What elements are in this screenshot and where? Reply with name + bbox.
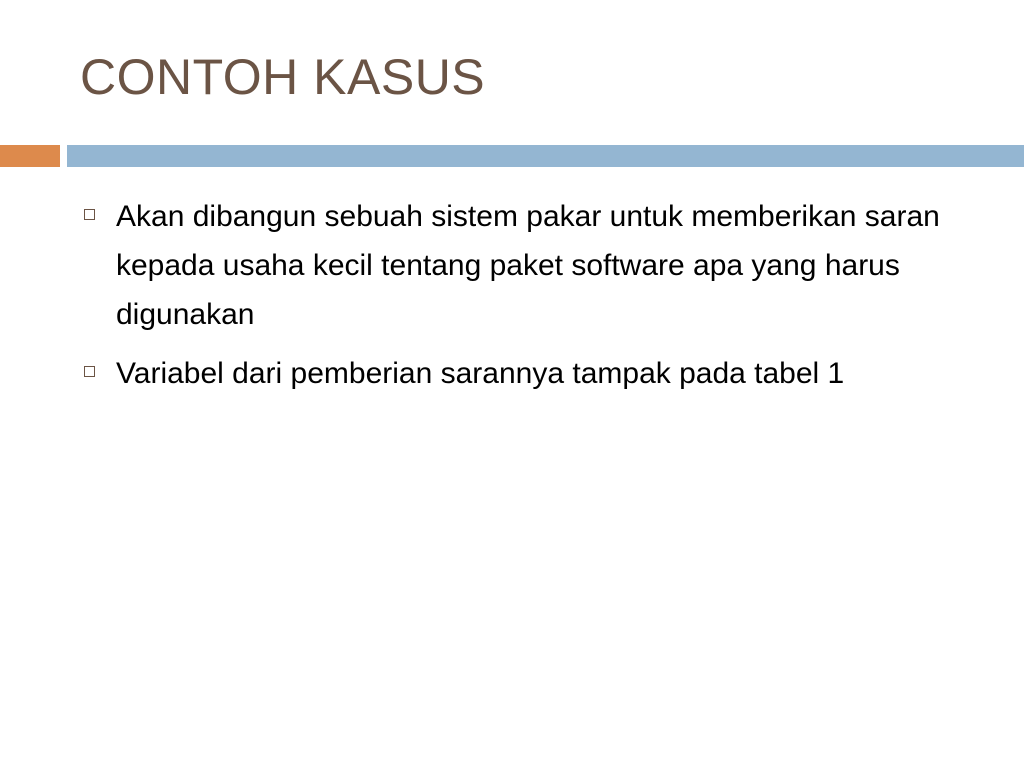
slide-title: CONTOH KASUS: [80, 49, 486, 105]
accent-bar-blue: [67, 145, 1024, 167]
hollow-square-icon: [84, 366, 95, 377]
bullet-item: [82, 192, 952, 339]
bullet-text: Akan dibangun sebuah sistem pakar untuk memberikan saran kepada usaha kecil tentang paket software apa yang harus digunakan: [116, 200, 940, 331]
bullet-text: Variabel dari pemberian sarannya tampak pada tabel 1: [116, 357, 845, 390]
accent-bar-orange: [0, 145, 60, 167]
hollow-square-icon: [84, 209, 95, 220]
bullet-list: [82, 192, 952, 408]
bullet-item: [82, 349, 952, 398]
